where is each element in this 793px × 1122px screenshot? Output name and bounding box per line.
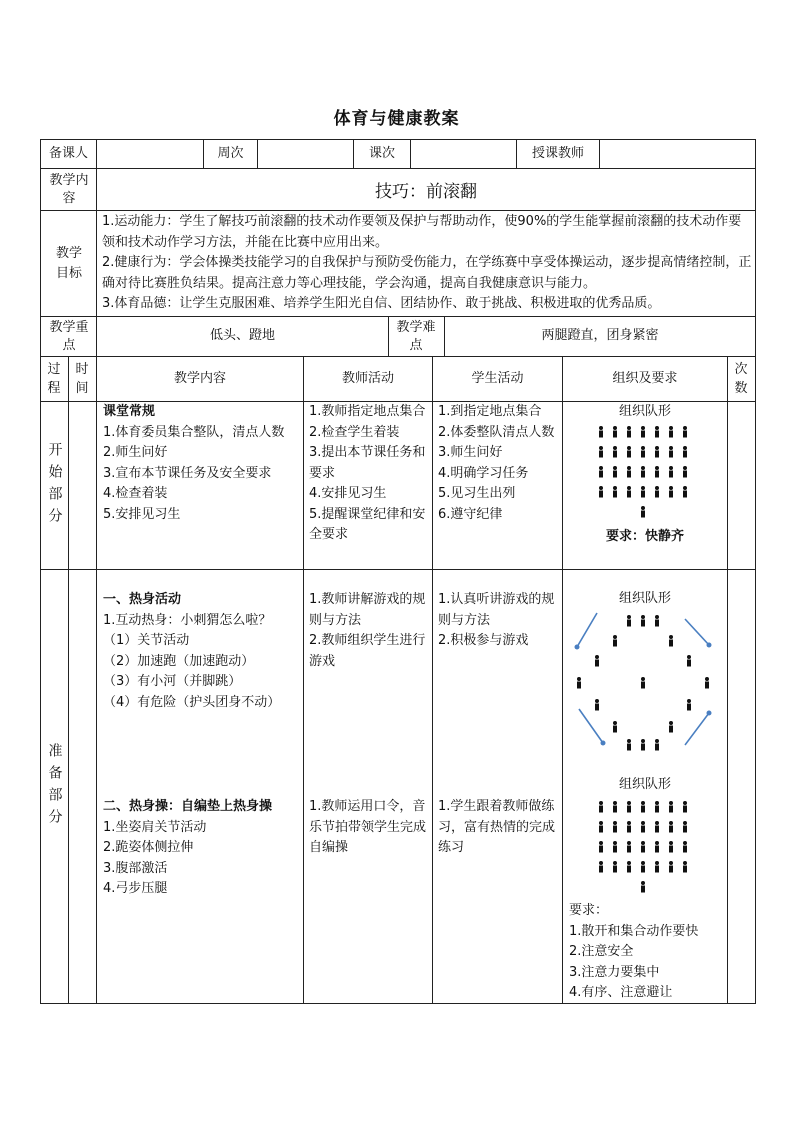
list-item: 1.互动热身：小刺猬怎么啦？ <box>103 612 272 628</box>
student-figure-icon <box>655 426 659 438</box>
formation-diagram-circle <box>563 605 727 755</box>
student-figure-icon <box>599 861 603 873</box>
list-item: 1.教师指定地点集合 <box>309 404 426 419</box>
student-figure-icon <box>595 699 599 711</box>
student-figure-icon <box>683 426 687 438</box>
direction-arrow-icon <box>685 713 709 745</box>
list-item: 1.认真听讲游戏的规则与方法 <box>438 592 555 628</box>
student-figure-icon <box>669 426 673 438</box>
student-figure-icon <box>627 615 631 627</box>
document-title: 体育与健康教案 <box>333 109 460 129</box>
section-prep-warmup <box>103 590 303 715</box>
formation-title: 组织队形 <box>618 591 671 606</box>
goal-item: 3.体育品德：让学生克服困难、培养学生阳光自信、团结协作、敢于挑战、积极进取的优秀品质。 <box>102 296 661 311</box>
student-figure-icon <box>655 615 659 627</box>
student-figure-icon <box>683 486 687 498</box>
content-heading: 一、热身活动 <box>103 592 182 607</box>
student-figure-icon <box>613 841 617 853</box>
student-figure-icon <box>655 446 659 458</box>
col-student: 学生活动 <box>471 370 524 386</box>
student-figure-icon <box>599 486 603 498</box>
student-figure-icon <box>687 699 691 711</box>
student-figure-icon <box>655 739 659 751</box>
direction-arrow-icon <box>577 613 597 647</box>
arrowhead-icon <box>707 643 712 648</box>
list-item: 2.教师组织学生进行游戏 <box>309 633 426 669</box>
goals-text <box>102 211 752 316</box>
direction-arrow-icon <box>685 619 709 645</box>
goal-item: 1.运动能力：学生了解技巧前滚翻的技术动作要领及保护与帮助动作，使90%的学生能掌握前滚翻的技术动作要领和技术动作学习方法，并能在比赛中应用出来。 <box>102 214 742 250</box>
student-figure-icon <box>613 801 617 813</box>
student-figure-icon <box>669 721 673 733</box>
arrowhead-icon <box>707 711 712 716</box>
difficulty-label: 教学难点 <box>396 319 436 353</box>
list-item: 3.宣布本节课任务及安全要求 <box>103 465 272 481</box>
student-figure-icon <box>641 739 645 751</box>
student-figure-icon <box>669 446 673 458</box>
section-prep-label <box>41 570 68 1003</box>
student-figure-icon <box>669 841 673 853</box>
student-figure-icon <box>669 635 673 647</box>
student-figure-icon <box>599 426 603 438</box>
content-label: 教学内容 <box>49 172 89 206</box>
teacher-value[interactable] <box>600 140 755 168</box>
goal-item: 2.健康行为：学会体操类技能学习的自我保护与预防受伤能力，在学练赛中享受体操运动，逐步提高情绪控制，正确对待比赛胜负结果。提高注意力等心理技能，学会沟通，提高自我健康意识与能力。 <box>102 255 752 291</box>
student-figure-icon <box>613 635 617 647</box>
student-figure-icon <box>669 466 673 478</box>
student-figure-icon <box>613 721 617 733</box>
list-item: 5.提醒课堂纪律和安全要求 <box>309 506 426 542</box>
list-item: 4.明确学习任务 <box>438 465 529 481</box>
student-figure-icon <box>627 861 631 873</box>
student-figure-icon <box>599 466 603 478</box>
content-value: 技巧：前滚翻 <box>375 182 477 202</box>
list-item: 1.散开和集合动作要快 <box>569 923 699 939</box>
arrowhead-icon <box>601 741 606 746</box>
list-item: 4.弓步压腿 <box>103 881 168 896</box>
student-figure-icon <box>641 881 645 893</box>
student-figure-icon <box>641 466 645 478</box>
list-item: 1.学生跟着教师做练习，富有热情的完成练习 <box>438 799 556 855</box>
student-figure-icon <box>641 486 645 498</box>
requirement-heading: 要求： <box>569 903 609 918</box>
section-start-student <box>438 402 561 569</box>
list-item: 3.腹部激活 <box>103 860 168 876</box>
section-start-content <box>103 402 303 569</box>
student-figure-icon <box>669 821 673 833</box>
student-figure-icon <box>613 466 617 478</box>
section-prep-requirements <box>569 901 727 1003</box>
student-figure-icon <box>641 506 645 518</box>
list-item: 2.注意安全 <box>569 944 634 959</box>
section-prep-student-1 <box>438 590 561 660</box>
list-item: 3.注意力要集中 <box>569 964 660 980</box>
list-item: 5.见习生出列 <box>438 486 516 501</box>
keypoints-label: 教学重点 <box>49 319 89 353</box>
formation-title: 组织队形 <box>618 777 671 792</box>
preparer-label: 备课人 <box>48 145 88 161</box>
student-figure-icon <box>613 821 617 833</box>
section-start-teacher <box>309 402 431 569</box>
student-figure-icon <box>655 821 659 833</box>
student-figure-icon <box>655 841 659 853</box>
list-item: 4.检查着装 <box>103 486 168 501</box>
student-figure-icon <box>613 861 617 873</box>
formation-diagram-grid <box>563 422 727 522</box>
student-figure-icon <box>655 861 659 873</box>
student-figure-icon <box>655 801 659 813</box>
student-figure-icon <box>683 466 687 478</box>
student-figure-icon <box>687 655 691 667</box>
student-figure-icon <box>599 801 603 813</box>
list-item: 1.教师运用口令，音乐节拍带领学生完成自编操 <box>309 799 427 855</box>
student-figure-icon <box>669 861 673 873</box>
student-figure-icon <box>599 446 603 458</box>
student-figure-icon <box>669 801 673 813</box>
student-figure-icon <box>613 486 617 498</box>
list-item: （3）有小河（并脚跳） <box>103 674 242 689</box>
list-item: （1）关节活动 <box>103 633 190 648</box>
list-item: 1.体育委员集合整队，清点人数 <box>103 424 285 440</box>
list-item: 4.有序、注意避让 <box>569 985 673 1000</box>
list-item: 4.安排见习生 <box>309 486 387 501</box>
keypoints-value: 低头、蹬地 <box>209 328 275 344</box>
list-item: 2.积极参与游戏 <box>438 633 529 648</box>
list-item: 1.到指定地点集合 <box>438 404 542 419</box>
student-figure-icon <box>577 677 581 689</box>
student-figure-icon <box>627 801 631 813</box>
teacher-label: 授课教师 <box>531 145 584 161</box>
list-item: （4）有危险（护头团身不动） <box>103 694 281 710</box>
list-item: 2.体委整队清点人数 <box>438 424 555 440</box>
list-item: 6.遵守纪律 <box>438 506 503 522</box>
student-figure-icon <box>641 821 645 833</box>
student-figure-icon <box>599 841 603 853</box>
list-item: 3.提出本节课任务和要求 <box>309 445 426 481</box>
list-item: 2.检查学生着装 <box>309 424 400 440</box>
direction-arrow-icon <box>579 709 603 743</box>
student-figure-icon <box>683 801 687 813</box>
week-value[interactable] <box>258 140 353 168</box>
content-heading: 课堂常规 <box>103 404 156 419</box>
student-figure-icon <box>627 486 631 498</box>
goals-label: 教学目标 <box>55 245 82 281</box>
student-figure-icon <box>641 446 645 458</box>
section-prep-teacher-2 <box>309 797 431 867</box>
col-times: 次数 <box>734 362 748 396</box>
student-figure-icon <box>641 426 645 438</box>
preparer-value[interactable] <box>97 140 203 168</box>
list-item: （2）加速跑（加速跑动） <box>103 653 255 669</box>
student-figure-icon <box>613 446 617 458</box>
student-figure-icon <box>641 615 645 627</box>
student-figure-icon <box>599 821 603 833</box>
list-item: 1.教师讲解游戏的规则与方法 <box>309 592 426 628</box>
section-prep-student-2 <box>438 797 561 867</box>
student-figure-icon <box>627 739 631 751</box>
student-figure-icon <box>627 446 631 458</box>
list-item: 5.安排见习生 <box>103 506 181 522</box>
student-figure-icon <box>683 446 687 458</box>
student-figure-icon <box>627 841 631 853</box>
student-figure-icon <box>641 801 645 813</box>
formation-requirement: 要求：快静齐 <box>605 529 684 544</box>
student-figure-icon <box>683 861 687 873</box>
content-heading: 二、热身操：自编垫上热身操 <box>103 799 273 814</box>
col-teacher: 教师活动 <box>341 370 394 386</box>
student-figure-icon <box>705 677 709 689</box>
section-start-label <box>41 402 68 569</box>
list-item: 3.师生问好 <box>438 445 503 460</box>
student-figure-icon <box>613 426 617 438</box>
col-content: 教学内容 <box>173 370 226 386</box>
difficulty-value: 两腿蹬直，团身紧密 <box>541 328 659 344</box>
student-figure-icon <box>655 466 659 478</box>
student-figure-icon <box>627 821 631 833</box>
student-figure-icon <box>627 466 631 478</box>
student-figure-icon <box>669 486 673 498</box>
col-organization: 组织及要求 <box>612 370 678 386</box>
student-figure-icon <box>641 677 645 689</box>
section-prep-exercise <box>103 797 303 902</box>
student-figure-icon <box>683 841 687 853</box>
formation-title: 组织队形 <box>618 404 671 419</box>
formation-diagram-grid <box>563 797 727 897</box>
col-process: 过程 <box>47 362 61 396</box>
list-item: 2.跪姿体侧拉伸 <box>103 840 194 855</box>
col-time: 时间 <box>75 362 89 396</box>
week-label: 周次 <box>217 145 244 161</box>
section-prep-teacher-1 <box>309 590 431 680</box>
list-item: 2.师生问好 <box>103 445 168 460</box>
lesson-number-label: 课次 <box>368 145 395 161</box>
arrowhead-icon <box>575 645 580 650</box>
student-figure-icon <box>655 486 659 498</box>
section-name: 准备部分 <box>46 742 63 831</box>
lesson-number-value[interactable] <box>411 140 516 168</box>
student-figure-icon <box>595 655 599 667</box>
list-item: 1.坐姿肩关节活动 <box>103 819 207 835</box>
section-name: 开始部分 <box>46 441 63 530</box>
student-figure-icon <box>641 861 645 873</box>
student-figure-icon <box>683 821 687 833</box>
student-figure-icon <box>627 426 631 438</box>
student-figure-icon <box>641 841 645 853</box>
